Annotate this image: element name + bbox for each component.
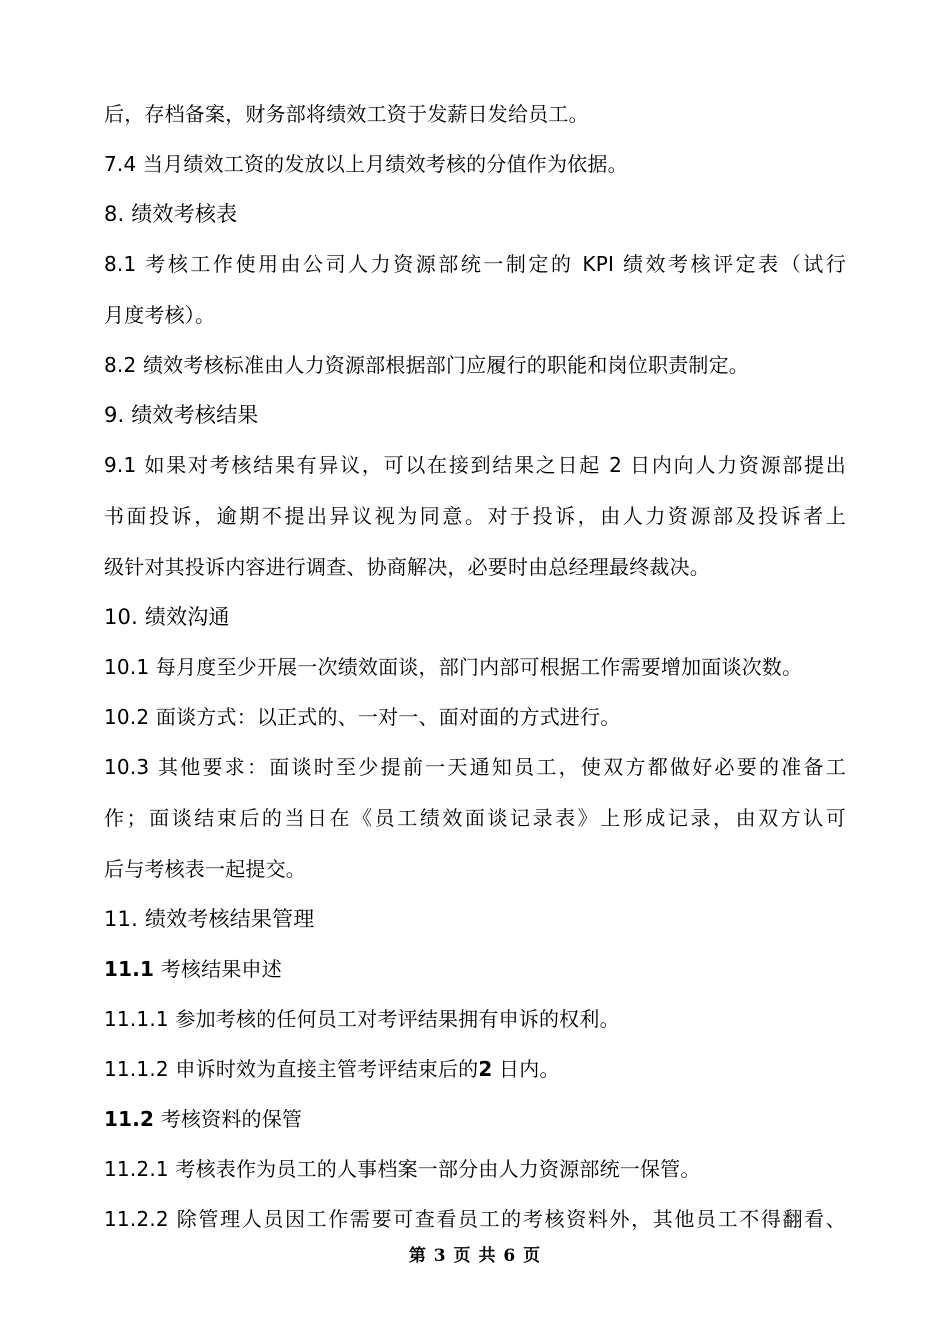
paragraph-line: 作；面谈结束后的当日在《员工绩效面谈记录表》上形成记录，由双方认可 [104, 806, 846, 830]
section-heading: 8. 绩效考核表 [104, 202, 238, 226]
subsection-number: 11.2 [104, 1107, 155, 1131]
subsection-number: 11.1 [104, 957, 155, 981]
paragraph-line: 7.4 当月绩效工资的发放以上月绩效考核的分值作为依据。 [104, 152, 628, 176]
text-segment: 11.1.2 申诉时效为直接主管考评结束后的 [104, 1057, 479, 1081]
paragraph-line: 10.3 其他要求：面谈时至少提前一天通知员工，使双方都做好必要的准备工 [104, 755, 846, 779]
section-heading: 11. 绩效考核结果管理 [104, 907, 315, 931]
subsection-heading [104, 955, 846, 983]
paragraph-line: 8.1 考核工作使用由公司人力资源部统一制定的 KPI 绩效考核评定表（试行 [104, 252, 846, 276]
paragraph-line: 11.2.1 考核表作为员工的人事档案一部分由人力资源部统一保管。 [104, 1157, 701, 1181]
bold-number: 2 [478, 1057, 493, 1081]
paragraph-line: 后，存档备案，财务部将绩效工资于发薪日发给员工。 [104, 102, 589, 126]
paragraph-line: 书面投诉，逾期不提出异议视为同意。对于投诉，由人力资源部及投诉者上 [104, 504, 846, 528]
page-footer: 第 3 页 共 6 页 [408, 1246, 542, 1266]
subsection-heading [104, 1105, 846, 1133]
paragraph-line [104, 1055, 846, 1083]
paragraph-line: 10.2 面谈方式：以正式的、一对一、面对面的方式进行。 [104, 705, 621, 729]
paragraph-line: 10.1 每月度至少开展一次绩效面谈，部门内部可根据工作需要增加面谈次数。 [104, 655, 803, 679]
paragraph-line: 后与考核表一起提交。 [104, 857, 306, 881]
paragraph-line: 月度考核）。 [104, 303, 216, 327]
paragraph-line: 级针对其投诉内容进行调查、协商解决，必要时由总经理最终裁决。 [104, 555, 710, 579]
subsection-title: 考核结果申述 [154, 957, 282, 981]
section-heading: 9. 绩效考核结果 [104, 403, 259, 427]
document-body [104, 100, 846, 1233]
paragraph-line: 9.1 如果对考核结果有异议，可以在接到结果之日起 2 日内向人力资源部提出 [104, 453, 846, 477]
paragraph-line: 11.2.2 除管理人员因工作需要可查看员工的考核资料外，其他员工不得翻看、 [104, 1207, 846, 1231]
paragraph-line: 8.2 绩效考核标准由人力资源部根据部门应履行的职能和岗位职责制定。 [104, 353, 749, 377]
subsection-title: 考核资料的保管 [154, 1107, 303, 1131]
section-heading: 10. 绩效沟通 [104, 605, 230, 629]
text-segment: 日内。 [492, 1057, 560, 1081]
paragraph-line: 11.1.1 参加考核的任何员工对考评结果拥有申诉的权利。 [104, 1007, 620, 1031]
